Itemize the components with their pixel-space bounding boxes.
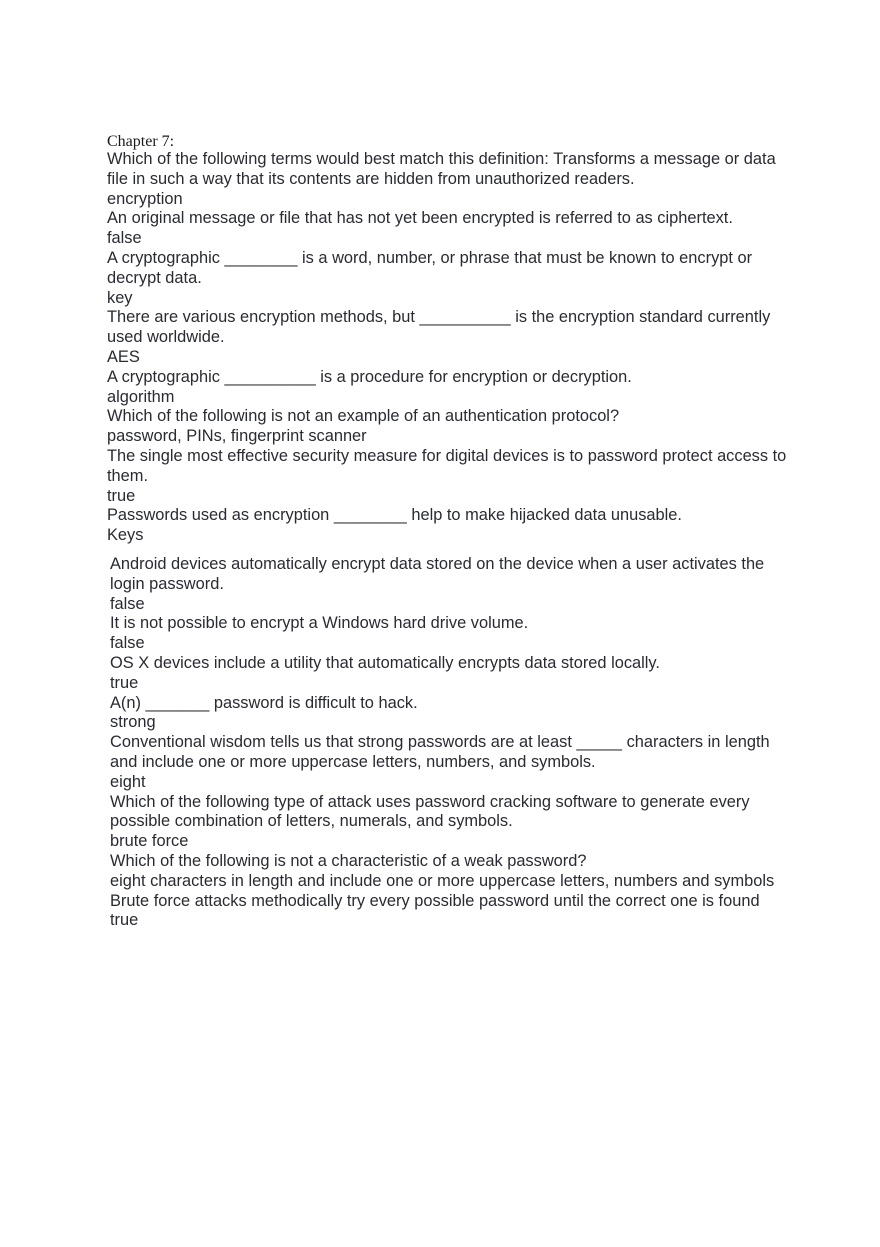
question-text: Which of the following is not an example of an authentication protocol? bbox=[107, 407, 620, 426]
answer-text: brute force bbox=[110, 832, 189, 851]
question-text: Android devices automatically encrypt data stored on the device when a user activates the login password. bbox=[110, 555, 765, 593]
answer-text: Keys bbox=[107, 526, 144, 545]
answer-text: eight bbox=[110, 772, 146, 791]
question-text: Which of the following type of attack uses password cracking software to generate every possible combination of letters, numerals, and symbols. bbox=[110, 792, 750, 831]
chapter-title: Chapter 7: bbox=[107, 133, 175, 150]
qa-section-1 bbox=[107, 150, 787, 546]
question-text: The single most effective security measure for digital devices is to password protect access to them. bbox=[107, 446, 787, 485]
question-text: Brute force attacks methodically try every possible password until the correct one is found bbox=[110, 891, 760, 910]
answer-text: encryption bbox=[107, 189, 183, 208]
answer-text: strong bbox=[110, 713, 156, 732]
answer-text: true bbox=[110, 911, 139, 930]
question-text: Which of the following terms would best match this definition: Transforms a message or data file in such a way that its contents are hidden from unauthorized readers. bbox=[107, 150, 776, 188]
answer-text: AES bbox=[107, 347, 140, 366]
answer-text: password, PINs, fingerprint scanner bbox=[107, 427, 367, 446]
question-text: A cryptographic ________ is a word, number, or phrase that must be known to encrypt or decrypt data. bbox=[107, 248, 753, 287]
question-text: Which of the following is not a characteristic of a weak password? bbox=[110, 851, 587, 870]
answer-text: algorithm bbox=[107, 387, 175, 406]
question-text: A cryptographic __________ is a procedure for encryption or decryption. bbox=[107, 367, 632, 386]
question-text: There are various encryption methods, but __________ is the encryption standard currently used worldwide. bbox=[107, 308, 771, 347]
answer-text: true bbox=[107, 486, 136, 505]
answer-text: false bbox=[110, 634, 145, 653]
question-text: An original message or file that has not yet been encrypted is referred to as ciphertext. bbox=[107, 209, 733, 228]
question-text: OS X devices include a utility that automatically encrypts data stored locally. bbox=[110, 653, 660, 672]
qa-section-2 bbox=[110, 555, 790, 931]
answer-text: true bbox=[110, 673, 139, 692]
answer-text: false bbox=[110, 594, 145, 613]
answer-text: false bbox=[107, 229, 142, 248]
answer-text: key bbox=[107, 288, 133, 307]
answer-text: eight characters in length and include one or more uppercase letters, numbers and symbols bbox=[110, 871, 775, 890]
question-text: It is not possible to encrypt a Windows hard drive volume. bbox=[110, 614, 529, 633]
question-text: A(n) _______ password is difficult to hack. bbox=[110, 693, 418, 712]
question-text: Conventional wisdom tells us that strong passwords are at least _____ characters in length and include one or more uppercase letters, numbers, and symbols. bbox=[110, 733, 770, 771]
question-text: Passwords used as encryption ________ help to make hijacked data unusable. bbox=[107, 506, 682, 525]
